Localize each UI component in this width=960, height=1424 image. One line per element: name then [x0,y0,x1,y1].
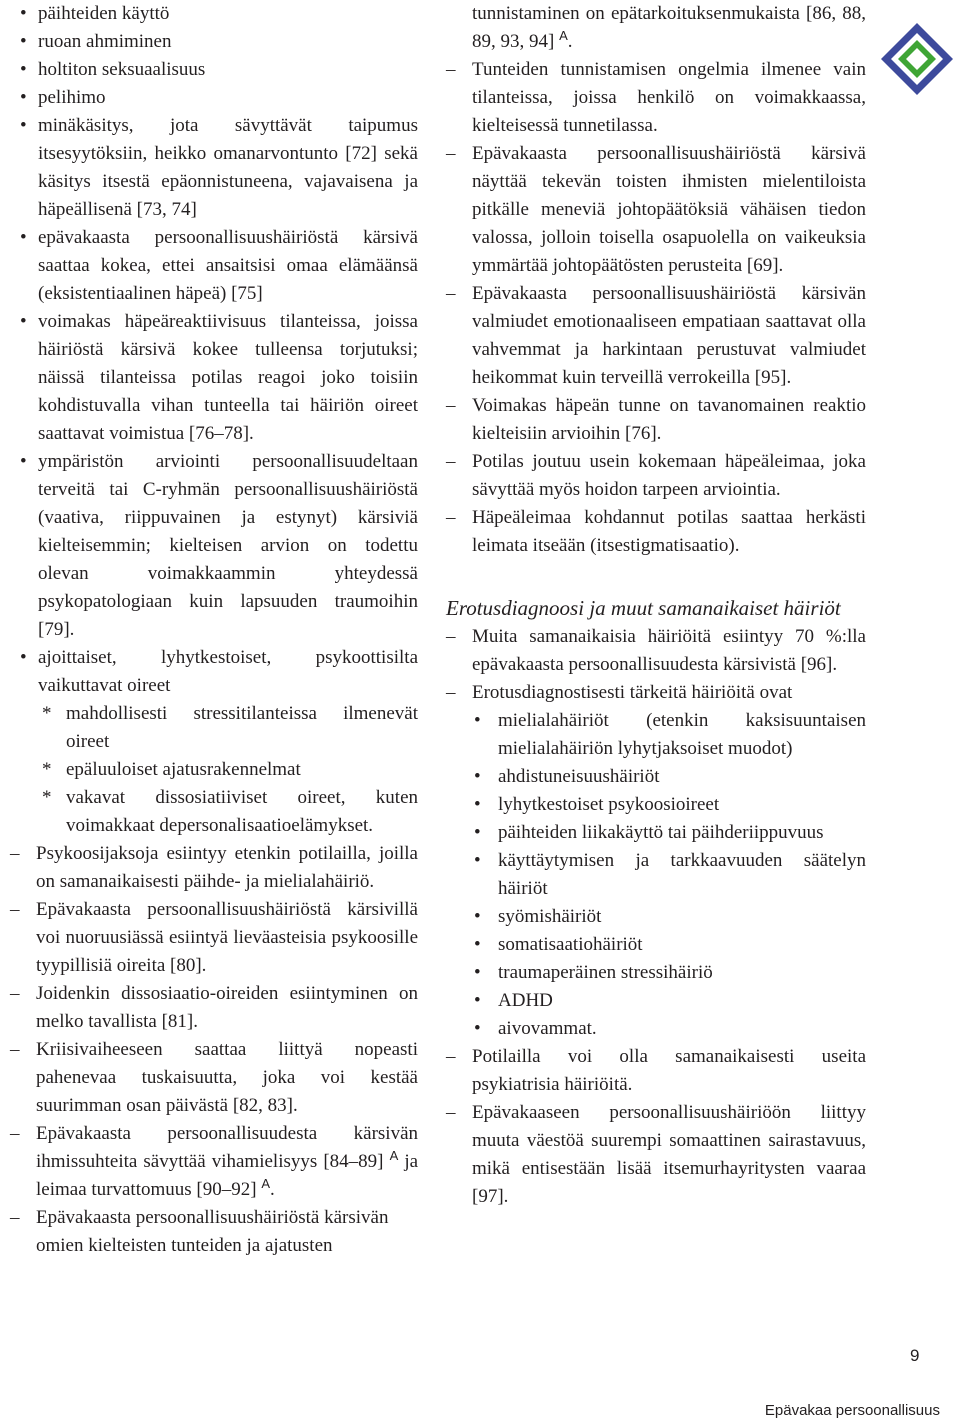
list-item: • aivovammat. [472,1015,866,1043]
dash-item-text: ja leimaa turvattomuus [90–92] [36,1151,419,1200]
sub-list-item: * vakavat dissosiatiiviset oireet, kuten voimakkaat depersonalisaatioelämykset. [38,784,418,840]
list-item: • holtiton seksuaalisuus [10,56,418,84]
publisher-logo-icon [880,22,954,96]
list-item: • päihteiden liikakäyttö tai päihderiippuvuus [472,819,866,847]
sub-list [38,700,418,840]
list-item [10,644,418,840]
dash-item [10,1120,418,1204]
list-item: • päihteiden käyttö [10,0,418,28]
dash-item: – Voimakas häpeän tunne on tavanomainen reaktio kielteisiin arvioihin [76]. [446,392,866,448]
dash-item: – Häpeäleimaa kohdannut potilas saattaa herkästi leimata itseään (itsestigmatisaatio). [446,504,866,560]
dash-item-end: . [269,1179,275,1200]
dash-item-text: Epävakaasta persoonallisuudesta kärsivän ihmissuhteita sävyttää vihamielisyys [84–89] [36,1123,418,1172]
list-item: • lyhytkestoiset psykoosioireet [472,791,866,819]
dash-item [446,679,866,1043]
differential-dash-list [446,623,866,1211]
dash-item: – Epävakaaseen persoonallisuushäiriöön liittyy muuta väestöä suurempi somaattinen sairastavuus, mikä entisestään lisää itsemurhayritysten vaaraa [97]. [446,1099,866,1211]
list-item: • ahdistuneisuushäiriöt [472,763,866,791]
dash-item: – Joidenkin dissosiaatio-oireiden esiintyminen on melko tavallista [81]. [10,980,418,1036]
list-item: • syömishäiriöt [472,903,866,931]
list-item: • käyttäytymisen ja tarkkaavuuden säätelyn häiriöt [472,847,866,903]
dash-item: – Kriisivaiheeseen saattaa liittyä nopeasti pahenevaa tuskaisuutta, joka voi kestää suurimman osan päivästä [82, 83]. [10,1036,418,1120]
list-item: • ADHD [472,987,866,1015]
list-item: • traumaperäinen stressihäiriö [472,959,866,987]
right-dash-list [446,56,866,560]
list-item: • voimakas häpeäreaktiivisuus tilanteissa, joissa häiriöstä kärsivä kokee tulleensa torjutuksi; näissä tilanteissa potilas reagoi joko toisiin kohdistuvalla vihan tunteella tai häiriön oireet saattavat voimistua [76–78]. [10,308,418,448]
left-bullet-list [10,0,418,840]
sub-list-item: * mahdollisesti stressitilanteissa ilmenevät oireet [38,700,418,756]
right-column [446,0,866,1211]
list-item: • minäkäsitys, jota sävyttävät taipumus itsesyytöksiin, heikko omanarvontunto [72] sekä käsitys itsestä epäonnistuneena, vajavaisena ja häpeällisenä [73, 74] [10,112,418,224]
dash-item-text: Erotusdiagnostisesti tärkeitä häiriöitä ovat [472,682,793,703]
dash-item: – Potilailla voi olla samanaikaisesti useita psykiatrisia häiriöitä. [446,1043,866,1099]
list-item: • epävakaasta persoonallisuushäiriöstä kärsivä saattaa kokea, ettei ansaitsisi omaa elämäänsä (eksistentiaalinen häpeä) [75] [10,224,418,308]
left-column [10,0,418,1260]
list-item: • somatisaatiohäiriöt [472,931,866,959]
evidence-level-mark: A [389,1148,399,1163]
continued-text: tunnistaminen on epätarkoituksenmukaista [86, 88, 89, 93, 94] [472,3,866,52]
list-item: • ympäristön arviointi persoonallisuudeltaan terveitä tai C-ryhmän persoonallisuushäiriöstä (vaativa, riippuvainen ja estynyt) kärsiviä kielteisemmin; kielteisen arvion on todettu olevan voimakkaammin yhteydessä psykopatologiaan kuin lapsuuden traumoihin [79]. [10,448,418,644]
sub-list-item: * epäluuloiset ajatusrakennelmat [38,756,418,784]
section-heading: Erotusdiagnoosi ja muut samanaikaiset häiriöt [446,596,841,620]
dash-item: – Tunteiden tunnistamisen ongelmia ilmenee vain tilanteissa, joissa henkilö on voimakkaassa, kielteisessä tunnetilassa. [446,56,866,140]
evidence-level-mark: A [559,28,568,43]
continued-end: . [567,31,573,52]
dash-item: – Epävakaasta persoonallisuushäiriöstä kärsivän omien kielteisten tunteiden ja ajatusten [10,1204,418,1260]
page-number: 9 [910,1346,920,1365]
dash-item: – Epävakaasta persoonallisuushäiriöstä kärsivillä voi nuoruusiässä esiintyä lieväasteisia psykoosille tyypillisiä oireita [80]. [10,896,418,980]
dash-item: – Epävakaasta persoonallisuushäiriöstä kärsivän valmiudet emotionaaliseen empatiaan saattavat olla vahvemmat ja harkintaan perustuvat valmiudet heikommat kuin terveillä verrokeilla [95]. [446,280,866,392]
left-dash-list [10,840,418,1260]
dash-item: – Potilas joutuu usein kokemaan häpeäleimaa, joka sävyttää myös hoidon tarpeen arviointia. [446,448,866,504]
list-item: • mielialahäiriöt (etenkin kaksisuuntaisen mielialahäiriön lyhytjaksoiset muodot) [472,707,866,763]
continued-paragraph [446,0,866,56]
dash-item: – Muita samanaikaisia häiriöitä esiintyy 70 %:lla epävakaasta persoonallisuudesta kärsivistä [96]. [446,623,866,679]
evidence-level-mark: A [261,1176,270,1191]
list-item-text: ajoittaiset, lyhytkestoiset, psykoottisilta vaikuttavat oireet [38,647,418,696]
disorder-list [472,707,866,1043]
dash-item: – Psykoosijaksoja esiintyy etenkin potilailla, joilla on samanaikaisesti päihde- ja mielialahäiriö. [10,840,418,896]
list-item: • pelihimo [10,84,418,112]
footer-title: Epävakaa persoonallisuus [764,1402,940,1419]
list-item: • ruoan ahmiminen [10,28,418,56]
dash-item: – Epävakaasta persoonallisuushäiriöstä kärsivä näyttää tekevän toisten ihmisten mielentiloista pitkälle meneviä johtopäätöksiä vähäisen tiedon valossa, jolloin toisella osapuolella on vaikeuksia ymmärtää johtopäätösten perusteita [69]. [446,140,866,280]
